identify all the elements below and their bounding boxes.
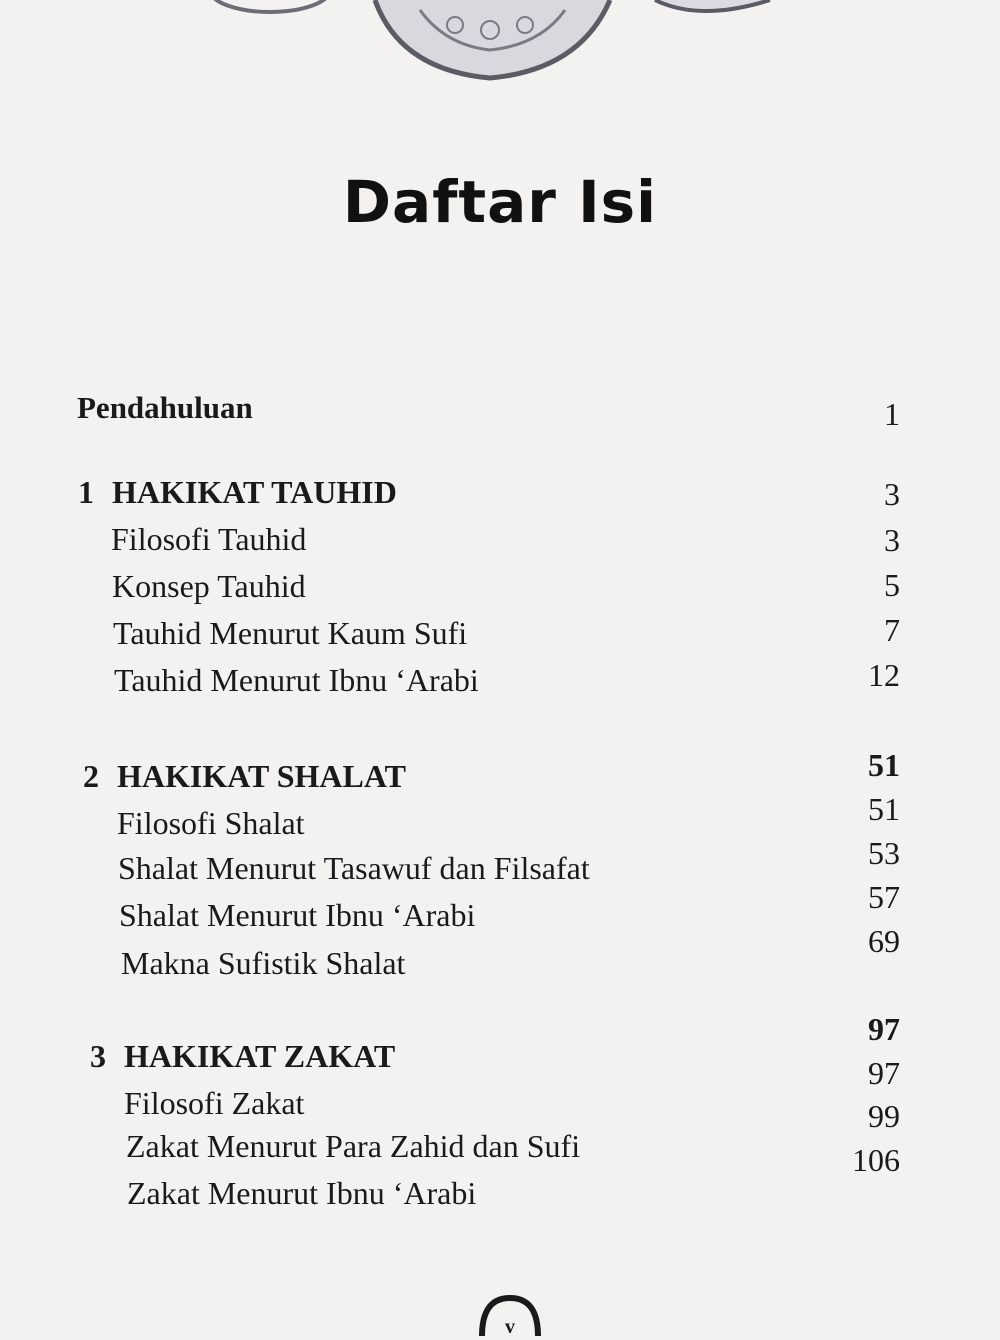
section-title: Filosofi Shalat xyxy=(117,805,305,841)
chapter-title: HAKIKAT ZAKAT xyxy=(124,1038,396,1074)
chapter-number: 2 xyxy=(83,758,99,794)
section-title: Tauhid Menurut Ibnu ‘Arabi xyxy=(114,662,479,698)
section-page: 3 xyxy=(884,522,900,558)
toc-intro-title: Pendahuluan xyxy=(77,390,253,425)
chapter-title: HAKIKAT TAUHID xyxy=(112,474,397,510)
chapter-title: HAKIKAT SHALAT xyxy=(117,758,406,794)
section-title: Filosofi Tauhid xyxy=(111,521,307,557)
chapter-page: 51 xyxy=(868,747,900,783)
page-number: v xyxy=(505,1316,515,1338)
toc-intro-page: 1 xyxy=(884,396,900,432)
section-page: 7 xyxy=(884,612,900,648)
section-title: Filosofi Zakat xyxy=(124,1085,305,1121)
section-page: 99 xyxy=(868,1098,900,1134)
section-page: 57 xyxy=(868,879,900,915)
chapter-number: 3 xyxy=(90,1038,106,1074)
chapter-heading xyxy=(78,476,397,508)
section-page: 51 xyxy=(868,791,900,827)
chapter-page: 97 xyxy=(868,1011,900,1047)
section-title: Tauhid Menurut Kaum Sufi xyxy=(113,615,468,651)
section-title: Zakat Menurut Ibnu ‘Arabi xyxy=(127,1175,477,1211)
section-page: 5 xyxy=(884,567,900,603)
chapter-number: 1 xyxy=(78,474,94,510)
section-title: Makna Sufistik Shalat xyxy=(121,945,406,981)
section-page: 12 xyxy=(868,657,900,693)
section-page: 106 xyxy=(852,1142,900,1178)
section-page: 97 xyxy=(868,1055,900,1091)
section-page: 69 xyxy=(868,923,900,959)
chapter-page: 3 xyxy=(884,476,900,512)
section-title: Konsep Tauhid xyxy=(112,568,306,604)
page-title: Daftar Isi xyxy=(342,168,658,236)
chapter-heading xyxy=(90,1040,395,1072)
section-page: 53 xyxy=(868,835,900,871)
section-title: Zakat Menurut Para Zahid dan Sufi xyxy=(126,1128,581,1164)
chapter-heading xyxy=(83,760,406,792)
section-title: Shalat Menurut Ibnu ‘Arabi xyxy=(119,897,476,933)
section-title: Shalat Menurut Tasawuf dan Filsafat xyxy=(118,850,590,886)
